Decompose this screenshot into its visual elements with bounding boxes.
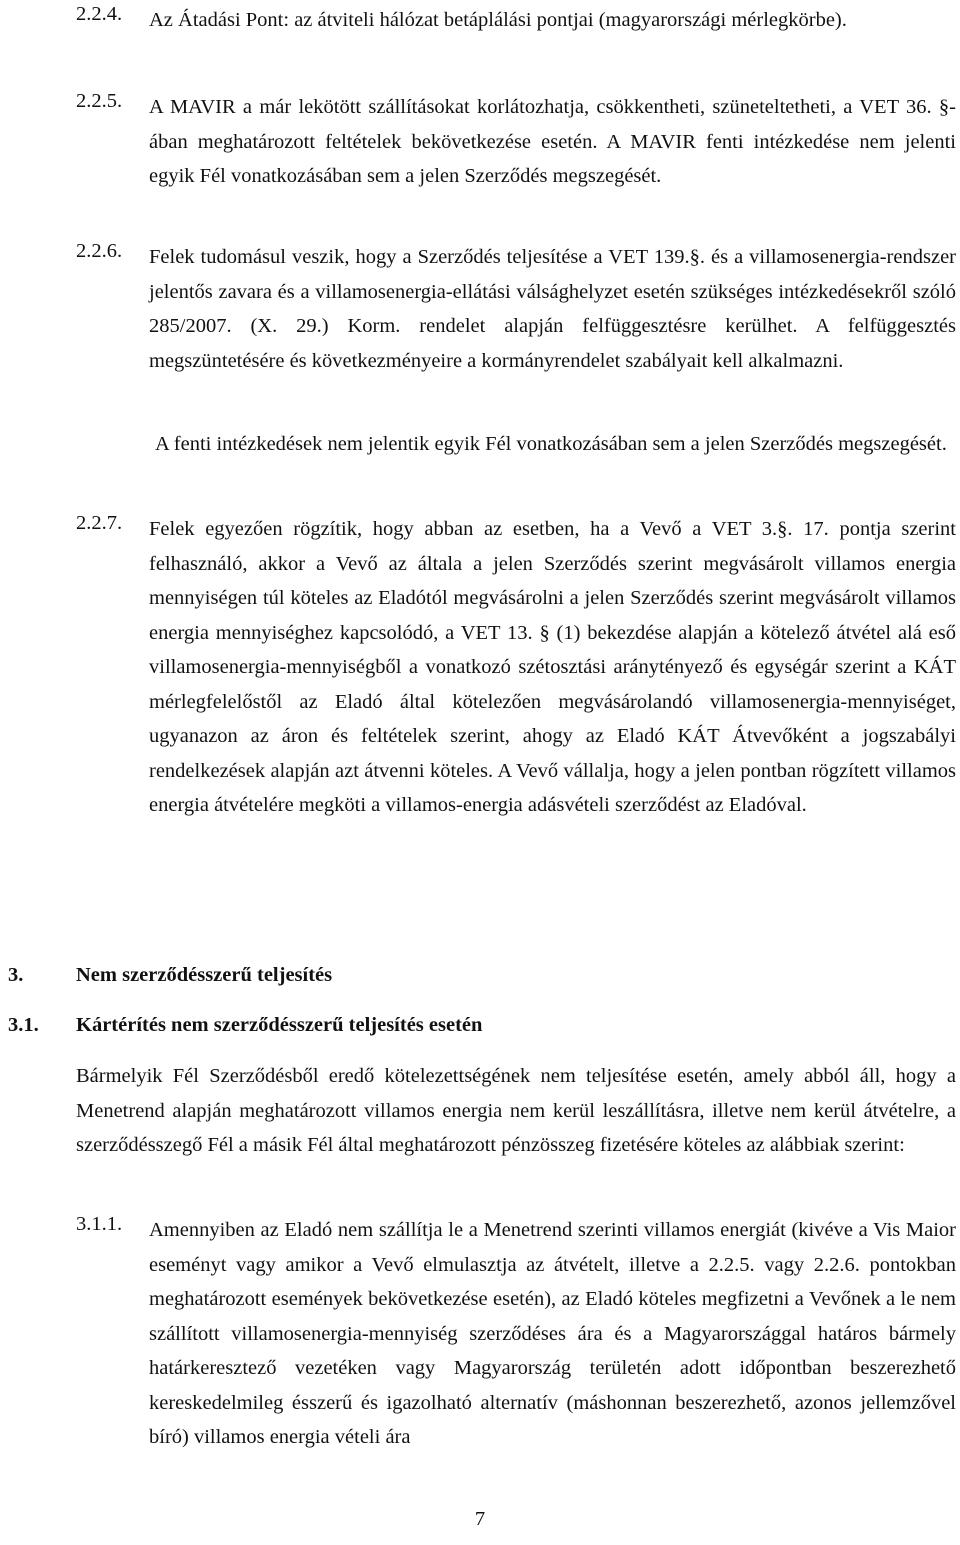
section-3-heading <box>8 964 332 987</box>
clause-2-2-6 <box>76 240 956 500</box>
clause-2-2-4 <box>76 3 956 73</box>
clause-text: Felek tudomásul veszik, hogy a Szerződés teljesítése a VET 139.§. és a villamosenergia-rendszer jelentős zavara és a villamosenergia-ellátási válsághelyzet esetén szükséges intézkedésekről szóló 285/2007. (X. 29.) Korm. rendelet alapján felfüggesztésre kerülhet. A felfüggesztés megszüntetésére és következményeire a kormányrendelet szabályait kell alkalmazni. <box>149 246 956 372</box>
section-number: 3. <box>8 964 24 986</box>
page-number: 7 <box>474 1508 486 1530</box>
clause-2-2-5 <box>76 90 956 230</box>
clause-2-2-7 <box>76 512 956 902</box>
clause-text: A MAVIR a már lekötött szállításokat korlátozhatja, csökkentheti, szüneteltetheti, a VET 36. §-ában meghatározott feltételek bekövetkezése esetén. A MAVIR fenti intézkedése nem jelenti egyik Fél vonatkozásában sem a jelen Szerződés megszegését. <box>149 96 956 187</box>
clause-number: 2.2.4. <box>76 3 123 25</box>
section-3-1-heading <box>8 1014 482 1037</box>
clause-3-1-1 <box>76 1213 956 1493</box>
section-title: Kártérítés nem szerződésszerű teljesítés esetén <box>76 1014 483 1036</box>
section-3-1-paragraph: Bármelyik Fél Szerződésből eredő kötelezettségének nem teljesítése esetén, amely abból áll, hogy a Menetrend alapján meghatározott villamos energia nem kerül leszállításra, illetve nem kerül átvételre, a szerződésszegő Fél a másik Fél által meghatározott pénzösszeg fizetésére köteles az alábbiak szerint: <box>76 1065 956 1156</box>
clause-text: Felek egyezően rögzítik, hogy abban az esetben, ha a Vevő a VET 3.§. 17. pontja szerint felhasználó, akkor a Vevő az általa a jelen Szerződés szerint megvásárolt villamos energia mennyiségen túl köteles az Eladótól megvásárolni a jelen Szerződés szerint megvásárolt villamos energia mennyiséghez kapcsolódó, a VET 13. § (1) bekezdése alapján a kötelező átvétel alá eső villamosenergia-mennyiségből a vonatkozó szétosztási aránytényező és egységár szerint a KÁT mérlegfelelőstől az Eladó által kötelezően megvásárolandó villamosenergia-mennyiséget, ugyanazon az áron és feltételek szerint, ahogy az Eladó KÁT Átvevőként a jogszabályi rendelkezések alapján azt átvenni köteles. A Vevő vállalja, hogy a jelen pontban rögzített villamos energia átvételére megköti a villamos-energia adásvételi szerződést az Eladóval. <box>149 518 956 816</box>
clause-number: 2.2.5. <box>76 90 123 112</box>
clause-text: Amennyiben az Eladó nem szállítja le a Menetrend szerinti villamos energiát (kivéve a Vis Maior eseményt vagy amikor a Vevő elmulasztja az átvételt, illetve a 2.2.5. vagy 2.2.6. pontokban meghatározott események bekövetkezése esetén), az Eladó köteles megfizetni a Vevőnek a le nem szállított villamosenergia-mennyiség szerződéses ára és a Magyarországgal határos bármely határkeresztező vezetéken vagy Magyarország területén adott időpontban beszerezhető kereskedelmileg ésszerű és igazolható alternatív (máshonnan beszerezhető, azonos jellemzővel bíró) villamos energia vételi ára <box>149 1219 956 1448</box>
clause-extra-text: A fenti intézkedések nem jelentik egyik Fél vonatkozásában sem a jelen Szerződés megszegését. <box>155 433 947 455</box>
clause-number: 2.2.6. <box>76 240 123 262</box>
section-number: 3.1. <box>8 1014 39 1036</box>
clause-text: Az Átadási Pont: az átviteli hálózat betáplálási pontjai (magyarországi mérlegkörbe). <box>149 9 847 31</box>
clause-number: 3.1.1. <box>76 1213 123 1235</box>
section-title: Nem szerződésszerű teljesítés <box>76 964 333 986</box>
clause-number: 2.2.7. <box>76 512 123 534</box>
